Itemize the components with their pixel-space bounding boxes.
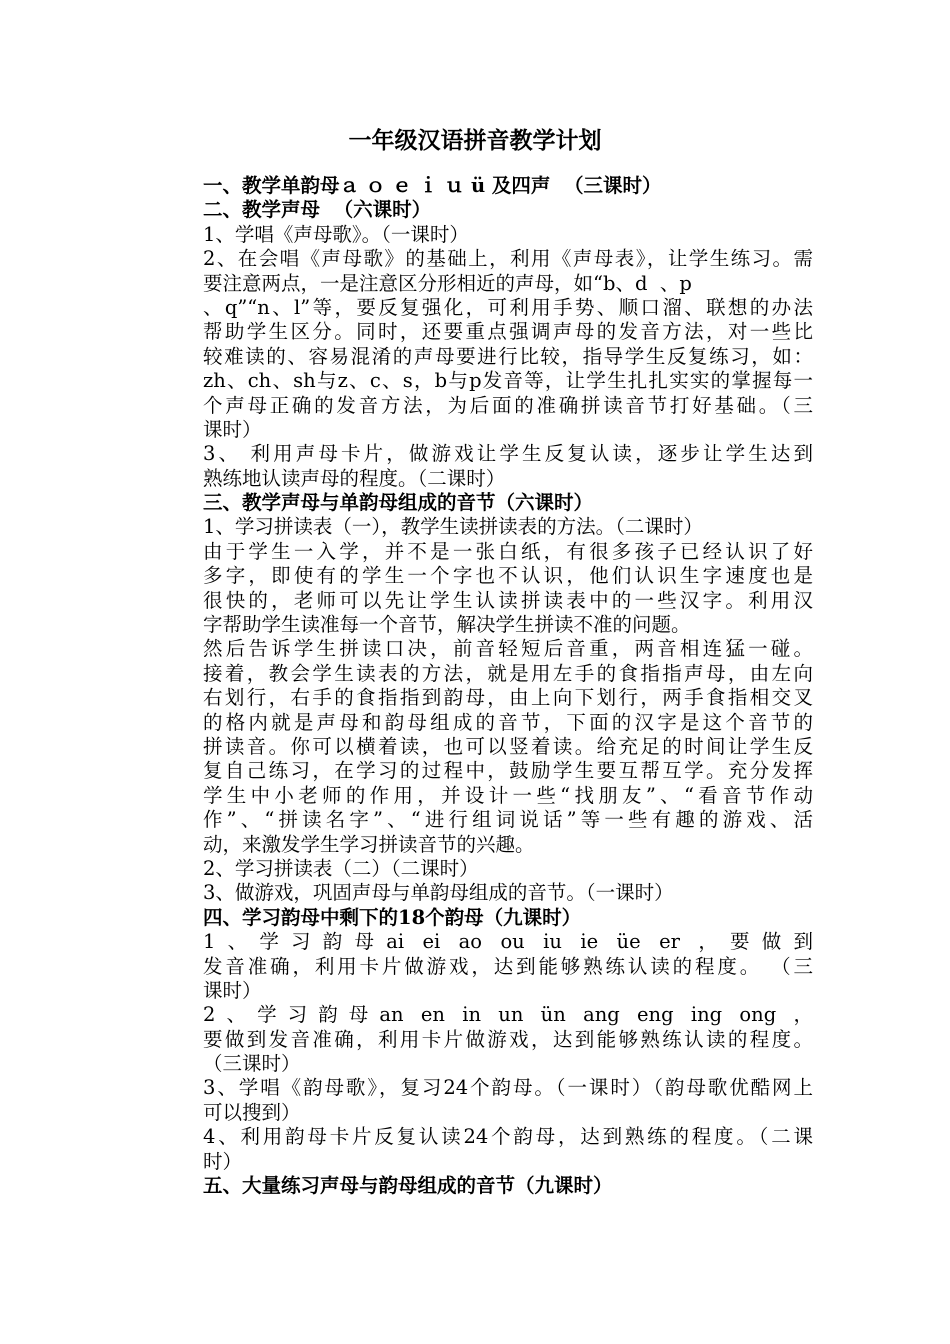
text-line: 1、学习韵母ai ei ao ou iu ie üe er ，要做到 bbox=[203, 930, 813, 954]
section-heading: 四、学习韵母中剩下的18个韵母（九课时） bbox=[203, 905, 582, 929]
text-line: 3、做游戏，巩固声母与单韵母组成的音节。（一课时） bbox=[203, 881, 674, 905]
text-line: 作”、“拼读名字”、“进行组词说话”等一些有趣的游戏、活 bbox=[203, 808, 813, 832]
text-line: 发音准确，利用卡片做游戏，达到能够熟练认读的程度。 （三 bbox=[203, 954, 813, 978]
text-line: 2、学习拼读表（二）（二课时） bbox=[203, 856, 479, 880]
text-line: 课时） bbox=[203, 417, 262, 441]
text-line: （三课时） bbox=[203, 1052, 301, 1076]
text-line: 多字，即使有的学生一个字也不认识，他们认识生字速度也是 bbox=[203, 564, 813, 588]
document-title: 一年级汉语拼音教学计划 bbox=[348, 127, 602, 154]
text-line: 拼读音。你可以横着读，也可以竖着读。给充足的时间让学生反 bbox=[203, 734, 813, 758]
text-line: 然后告诉学生拼读口决，前音轻短后音重，两音相连猛一碰。 bbox=[203, 637, 813, 661]
text-line: zh、ch、sh与z、c、s，b与p发音等，让学生扎扎实实的掌握每一 bbox=[203, 369, 813, 393]
text-line: 要注意两点，一是注意区分形相近的声母，如“b、d 、p bbox=[203, 271, 692, 295]
text-line: 3、学唱《韵母歌》，复习24个韵母。（一课时）（韵母歌优酷网上 bbox=[203, 1076, 813, 1100]
text-line: 的格内就是声母和韵母组成的音节，下面的汉字是这个音节的 bbox=[203, 710, 813, 734]
text-line: 课时） bbox=[203, 978, 262, 1002]
text-line: 4、利用韵母卡片反复认读24个韵母，达到熟练的程度。（二课 bbox=[203, 1125, 813, 1149]
text-line: 较难读的、容易混淆的声母要进行比较，指导学生反复练习，如： bbox=[203, 344, 813, 368]
text-line: 、q”“n、l”等，要反复强化，可利用手势、顺口溜、联想的办法 bbox=[203, 295, 813, 319]
text-line: 2、学习韵母an en in un ün ang eng ing ong ， bbox=[203, 1003, 813, 1027]
text-line: 可以搜到） bbox=[203, 1100, 301, 1124]
document-body bbox=[203, 174, 813, 1198]
text-line: 要做到发音准确，利用卡片做游戏，达到能够熟练认读的程度。 bbox=[203, 1027, 813, 1051]
section-heading: 一、教学单韵母ａ ｏ ｅ ｉ ｕ ü 及四声 （三课时） bbox=[203, 174, 662, 197]
text-line: 熟练地认读声母的程度。（二课时） bbox=[203, 466, 506, 490]
text-line: 动，来激发学生学习拼读音节的兴趣。 bbox=[203, 832, 535, 856]
text-line: 学生中小老师的作用，并设计一些“找朋友”、“看音节作动 bbox=[203, 783, 813, 807]
text-line: 右划行，右手的食指指到韵母，由上向下划行，两手食指相交叉 bbox=[203, 686, 813, 710]
text-line: 由于学生一入学，并不是一张白纸，有很多孩子已经认识了好 bbox=[203, 539, 813, 563]
text-line: 个声母正确的发音方法，为后面的准确拼读音节打好基础。（三 bbox=[203, 393, 813, 417]
text-line: 很快的，老师可以先让学生认读拼读表中的一些汉字。利用汉 bbox=[203, 588, 813, 612]
text-line: 1、学唱《声母歌》。（一课时） bbox=[203, 222, 469, 246]
text-line: 帮助学生区分。同时，还要重点强调声母的发音方法，对一些比 bbox=[203, 320, 813, 344]
text-line: 1、学习拼读表（一），教学生读拼读表的方法。（二课时） bbox=[203, 515, 703, 539]
text-line: 字帮助学生读准每一个音节，解决学生拼读不准的问题。 bbox=[203, 613, 691, 637]
section-heading: 三、教学声母与单韵母组成的音节（六课时） bbox=[203, 491, 594, 515]
section-heading: 五、大量练习声母与韵母组成的音节（九课时） bbox=[203, 1174, 613, 1198]
text-line: 复自己练习，在学习的过程中，鼓励学生要互帮互学。充分发挥 bbox=[203, 759, 813, 783]
text-line: 时） bbox=[203, 1149, 243, 1173]
text-line: 3、 利用声母卡片，做游戏让学生反复认读，逐步让学生达到 bbox=[203, 442, 813, 466]
text-line: 2、在会唱《声母歌》的基础上，利用《声母表》，让学生练习。需 bbox=[203, 247, 813, 271]
text-line: 接着，教会学生读表的方法，就是用左手的食指指声母，由左向 bbox=[203, 661, 813, 685]
section-heading: 二、教学声母 （六课时） bbox=[203, 198, 432, 222]
